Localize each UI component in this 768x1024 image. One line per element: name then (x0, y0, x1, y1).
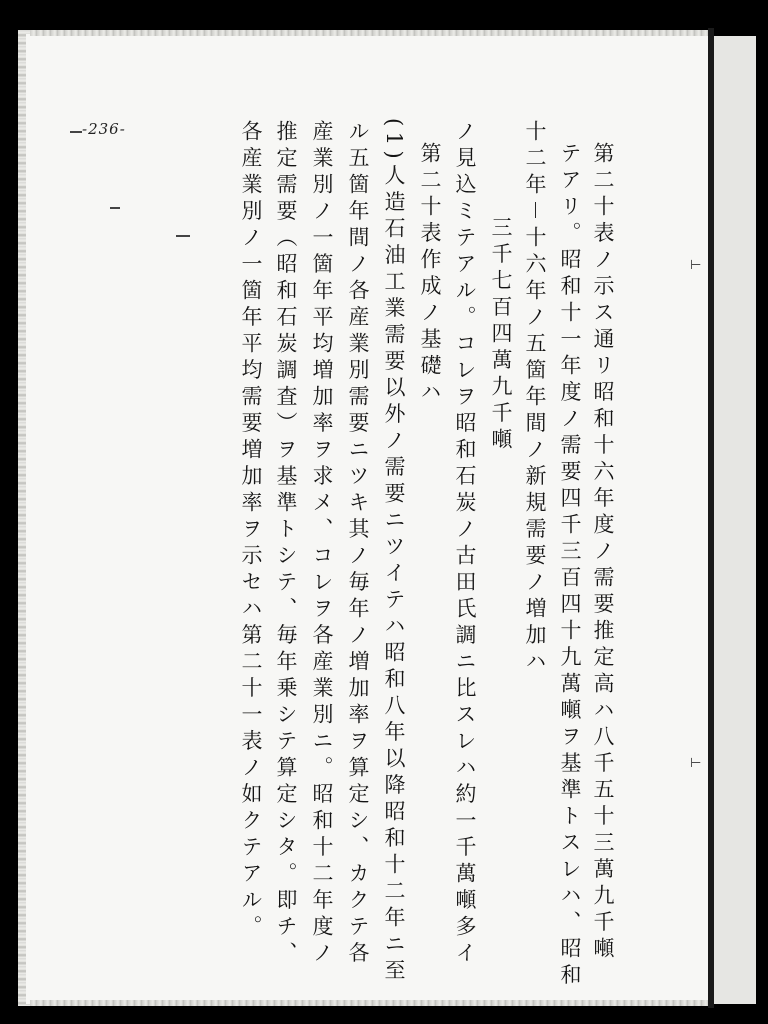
text-column-11: 各産業別ノ一箇年平均需要増加率ヲ示セハ第二十一表ノ如クテアル。 (239, 120, 263, 942)
bottom-page-edge (30, 1000, 708, 1006)
top-page-edge (30, 30, 708, 36)
binding-mark-upper: ⊢ (690, 258, 702, 273)
text-column-5: ノ見込ミテアル。コレヲ昭和石炭ノ古田氏調ニ比スレハ約一千萬噸多イ (453, 120, 477, 968)
binding-mark-lower: ⊢ (690, 756, 702, 771)
text-column-3: 十二年－十六年ノ五箇年間ノ新規需要ノ増加ハ (523, 120, 547, 677)
stray-pen-mark (70, 131, 82, 133)
text-column-1: 第二十表ノ示ス通リ昭和十六年度ノ需要推定高ハ八千五十三萬九千噸 (591, 142, 615, 964)
page-number: -236- (82, 120, 126, 138)
text-column-9: 産業別ノ一箇年平均増加率ヲ求メ、コレヲ各産業別ニ。昭和十二年度ノ (310, 120, 334, 968)
adjacent-page (714, 36, 756, 1004)
stray-pen-mark (110, 207, 120, 209)
text-column-7: (1)人造石油工業需要以外ノ需要ニツイテハ昭和八年以降昭和十二年ニ至 (382, 118, 406, 986)
text-column-6: 第二十表作成ノ基礎ハ (418, 142, 442, 407)
text-column-4: 三千七百四萬九千噸 (489, 216, 513, 455)
text-column-8: ル五箇年間ノ各産業別需要ニツキ其ノ毎年ノ増加率ヲ算定シ、カクテ各 (346, 120, 370, 968)
text-column-2: テアリ。昭和十一年度ノ需要四千三百四十九萬噸ヲ基準トスレハ、昭和 (558, 142, 582, 990)
stray-pen-mark (176, 235, 190, 237)
text-column-10: 推定需要（昭和石炭調査）ヲ基準トシテ、毎年乗シテ算定シタ。即チ、 (274, 120, 298, 968)
